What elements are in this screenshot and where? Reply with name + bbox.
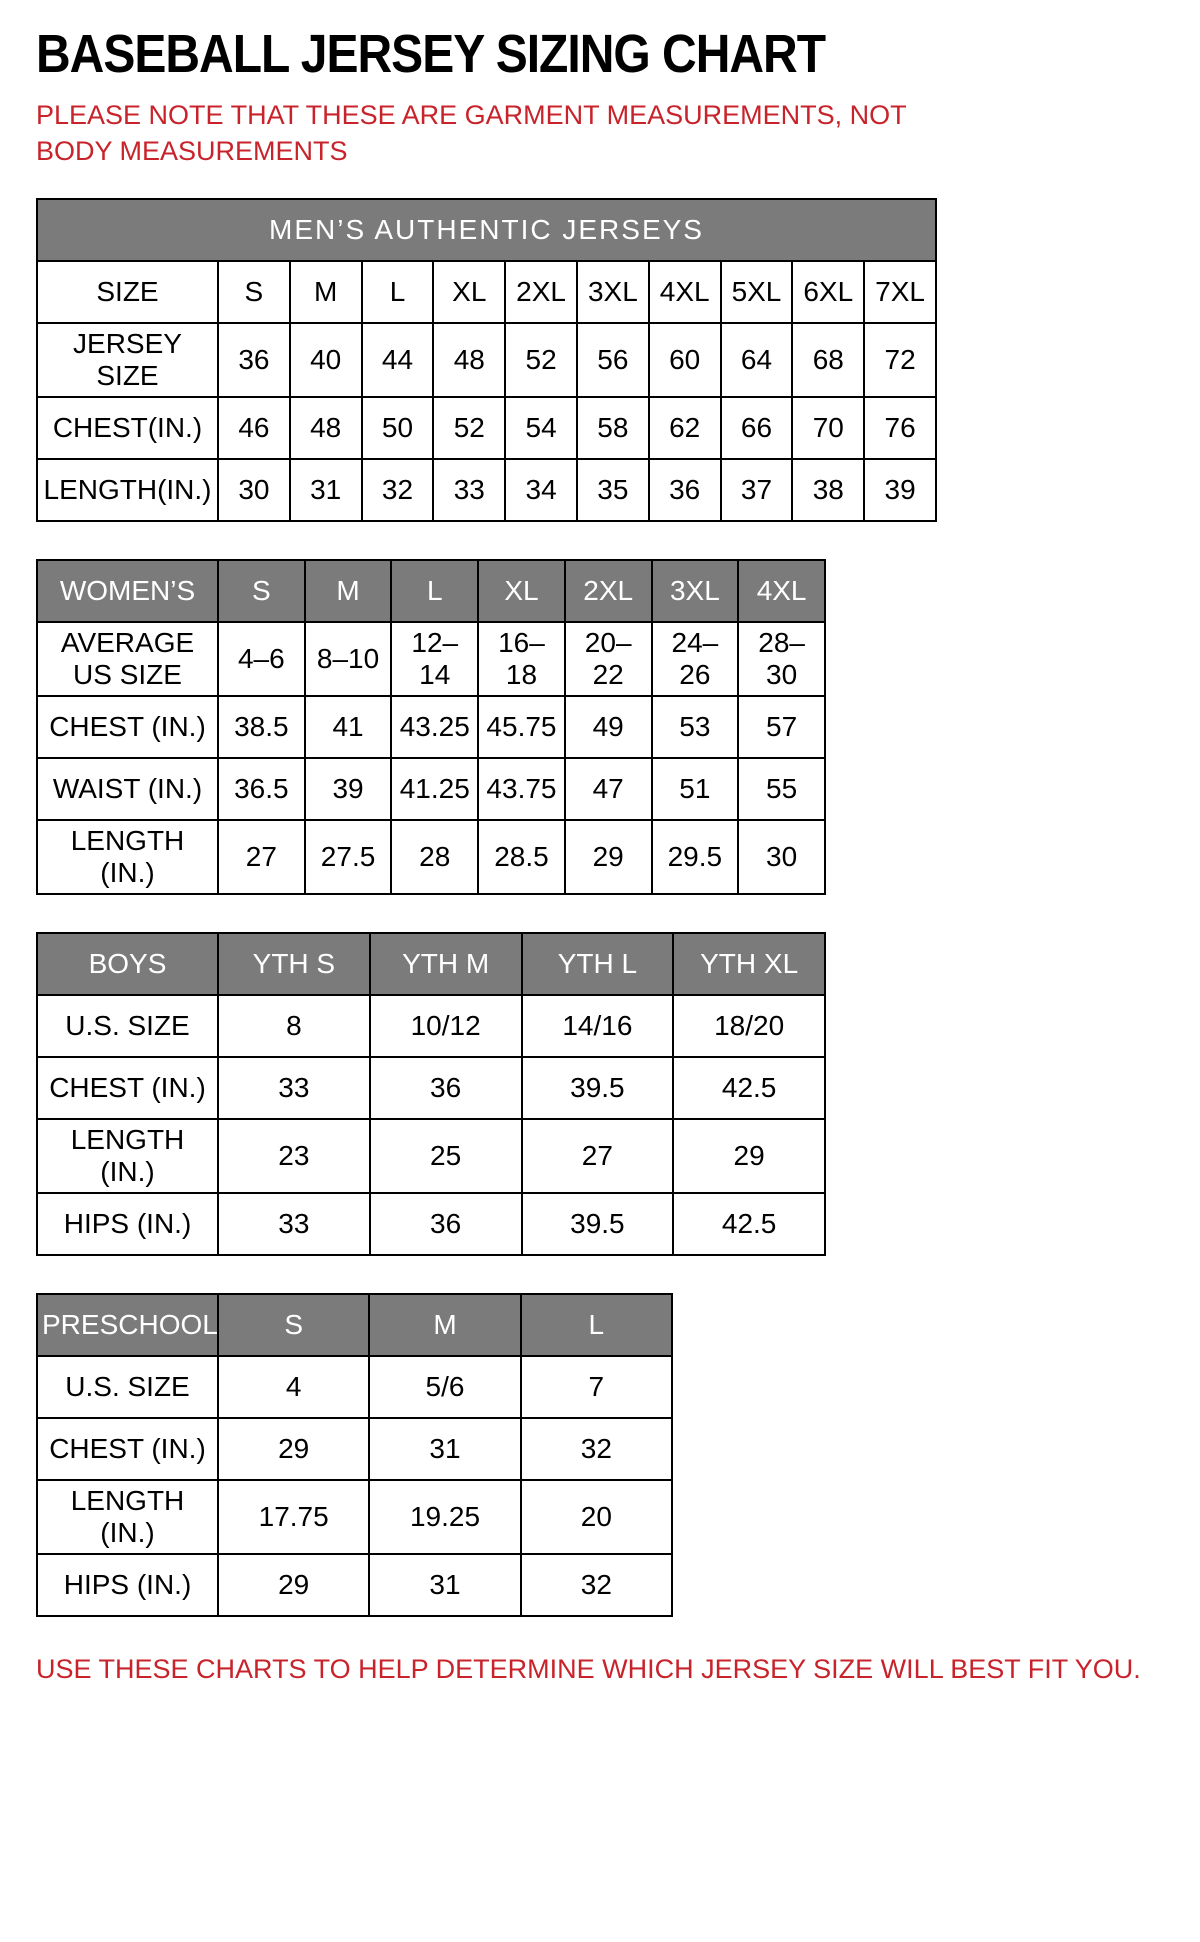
value-cell: 76	[864, 397, 936, 459]
row-label: WAIST (IN.)	[37, 758, 218, 820]
womens-data-row	[37, 622, 825, 696]
preschool-data-row	[37, 1480, 672, 1554]
mens-column-header: 2XL	[505, 261, 577, 323]
value-cell: 36	[370, 1193, 522, 1255]
value-cell: 24–26	[652, 622, 739, 696]
value-cell: 54	[505, 397, 577, 459]
row-label: CHEST (IN.)	[37, 1418, 218, 1480]
value-cell: 20–22	[565, 622, 652, 696]
preschool-header-row	[37, 1294, 672, 1356]
row-label: CHEST (IN.)	[37, 696, 218, 758]
mens-table-banner: MEN’S AUTHENTIC JERSEYS	[37, 199, 936, 261]
value-cell: 36	[370, 1057, 522, 1119]
value-cell: 46	[218, 397, 290, 459]
mens-column-header: 7XL	[864, 261, 936, 323]
value-cell: 32	[521, 1418, 672, 1480]
womens-column-header: 2XL	[565, 560, 652, 622]
boys-jerseys-table-section	[36, 932, 1170, 1256]
row-label: LENGTH (IN.)	[37, 1119, 218, 1193]
value-cell: 28.5	[478, 820, 565, 894]
value-cell: 57	[738, 696, 825, 758]
preschool-sizing-table	[36, 1293, 673, 1617]
value-cell: 33	[433, 459, 505, 521]
value-cell: 29	[218, 1554, 369, 1616]
value-cell: 42.5	[673, 1193, 825, 1255]
value-cell: 14/16	[522, 995, 674, 1057]
value-cell: 10/12	[370, 995, 522, 1057]
preschool-data-row	[37, 1418, 672, 1480]
value-cell: 41	[305, 696, 392, 758]
value-cell: 27	[522, 1119, 674, 1193]
value-cell: 64	[721, 323, 793, 397]
value-cell: 52	[505, 323, 577, 397]
value-cell: 8	[218, 995, 370, 1057]
preschool-header-label: PRESCHOOL	[37, 1294, 218, 1356]
value-cell: 27.5	[305, 820, 392, 894]
value-cell: 53	[652, 696, 739, 758]
value-cell: 43.25	[391, 696, 478, 758]
value-cell: 39	[305, 758, 392, 820]
mens-data-row	[37, 459, 936, 521]
preschool-data-row	[37, 1356, 672, 1418]
mens-header-row	[37, 261, 936, 323]
value-cell: 25	[370, 1119, 522, 1193]
value-cell: 39	[864, 459, 936, 521]
womens-column-header: S	[218, 560, 305, 622]
value-cell: 51	[652, 758, 739, 820]
value-cell: 70	[792, 397, 864, 459]
womens-data-row	[37, 820, 825, 894]
mens-data-row	[37, 323, 936, 397]
value-cell: 44	[362, 323, 434, 397]
value-cell: 39.5	[522, 1193, 674, 1255]
mens-jerseys-table-section	[36, 198, 1170, 522]
mens-sizing-table	[36, 198, 937, 522]
value-cell: 31	[290, 459, 362, 521]
value-cell: 7	[521, 1356, 672, 1418]
womens-column-header: 3XL	[652, 560, 739, 622]
value-cell: 39.5	[522, 1057, 674, 1119]
boys-column-header: YTH L	[522, 933, 674, 995]
mens-column-header: 6XL	[792, 261, 864, 323]
value-cell: 36.5	[218, 758, 305, 820]
value-cell: 16–18	[478, 622, 565, 696]
value-cell: 55	[738, 758, 825, 820]
row-label: CHEST(IN.)	[37, 397, 218, 459]
mens-column-header: S	[218, 261, 290, 323]
mens-column-header: 3XL	[577, 261, 649, 323]
womens-header-label: WOMEN’S	[37, 560, 218, 622]
value-cell: 28	[391, 820, 478, 894]
preschool-data-row	[37, 1554, 672, 1616]
value-cell: 43.75	[478, 758, 565, 820]
value-cell: 62	[649, 397, 721, 459]
preschool-jerseys-table-section	[36, 1293, 1170, 1617]
boys-column-header: YTH S	[218, 933, 370, 995]
value-cell: 41.25	[391, 758, 478, 820]
footer-text: USE THESE CHARTS TO HELP DETERMINE WHICH JERSEY SIZE WILL BEST FIT YOU.	[36, 1653, 1141, 1684]
value-cell: 56	[577, 323, 649, 397]
boys-data-row	[37, 995, 825, 1057]
value-cell: 33	[218, 1193, 370, 1255]
row-label: JERSEY SIZE	[37, 323, 218, 397]
value-cell: 28–30	[738, 622, 825, 696]
preschool-column-header: S	[218, 1294, 369, 1356]
value-cell: 23	[218, 1119, 370, 1193]
mens-column-header: 5XL	[721, 261, 793, 323]
row-label: U.S. SIZE	[37, 1356, 218, 1418]
mens-header-label: SIZE	[37, 261, 218, 323]
page-title: BASEBALL JERSEY SIZING CHART	[36, 25, 826, 85]
womens-column-header: 4XL	[738, 560, 825, 622]
mens-data-row	[37, 397, 936, 459]
value-cell: 37	[721, 459, 793, 521]
value-cell: 30	[218, 459, 290, 521]
value-cell: 18/20	[673, 995, 825, 1057]
value-cell: 27	[218, 820, 305, 894]
womens-data-row	[37, 758, 825, 820]
value-cell: 50	[362, 397, 434, 459]
value-cell: 32	[521, 1554, 672, 1616]
value-cell: 49	[565, 696, 652, 758]
value-cell: 12–14	[391, 622, 478, 696]
value-cell: 48	[433, 323, 505, 397]
row-label: U.S. SIZE	[37, 995, 218, 1057]
value-cell: 48	[290, 397, 362, 459]
value-cell: 36	[218, 323, 290, 397]
value-cell: 40	[290, 323, 362, 397]
womens-column-header: XL	[478, 560, 565, 622]
womens-sizing-table	[36, 559, 826, 895]
value-cell: 5/6	[369, 1356, 520, 1418]
value-cell: 33	[218, 1057, 370, 1119]
preschool-column-header: M	[369, 1294, 520, 1356]
row-label: AVERAGE US SIZE	[37, 622, 218, 696]
value-cell: 4	[218, 1356, 369, 1418]
sizing-chart-page	[36, 24, 1170, 1685]
preschool-column-header: L	[521, 1294, 672, 1356]
mens-column-header: L	[362, 261, 434, 323]
womens-column-header: M	[305, 560, 392, 622]
womens-data-row	[37, 696, 825, 758]
boys-data-row	[37, 1057, 825, 1119]
row-label: CHEST (IN.)	[37, 1057, 218, 1119]
value-cell: 32	[362, 459, 434, 521]
value-cell: 66	[721, 397, 793, 459]
value-cell: 4–6	[218, 622, 305, 696]
value-cell: 20	[521, 1480, 672, 1554]
mens-column-header: M	[290, 261, 362, 323]
value-cell: 42.5	[673, 1057, 825, 1119]
value-cell: 38.5	[218, 696, 305, 758]
boys-data-row	[37, 1193, 825, 1255]
value-cell: 31	[369, 1554, 520, 1616]
row-label: HIPS (IN.)	[37, 1554, 218, 1616]
row-label: LENGTH (IN.)	[37, 820, 218, 894]
boys-header-label: BOYS	[37, 933, 218, 995]
mens-column-header: 4XL	[649, 261, 721, 323]
value-cell: 29	[565, 820, 652, 894]
value-cell: 47	[565, 758, 652, 820]
row-label: LENGTH(IN.)	[37, 459, 218, 521]
womens-jerseys-table-section	[36, 559, 1170, 895]
womens-column-header: L	[391, 560, 478, 622]
boys-column-header: YTH M	[370, 933, 522, 995]
value-cell: 8–10	[305, 622, 392, 696]
value-cell: 29	[673, 1119, 825, 1193]
row-label: HIPS (IN.)	[37, 1193, 218, 1255]
value-cell: 29.5	[652, 820, 739, 894]
garment-measurements-note: PLEASE NOTE THAT THESE ARE GARMENT MEASUREMENTS, NOT BODY MEASUREMENTS	[36, 100, 907, 167]
value-cell: 72	[864, 323, 936, 397]
boys-header-row	[37, 933, 825, 995]
value-cell: 58	[577, 397, 649, 459]
value-cell: 68	[792, 323, 864, 397]
boys-data-row	[37, 1119, 825, 1193]
boys-column-header: YTH XL	[673, 933, 825, 995]
value-cell: 29	[218, 1418, 369, 1480]
value-cell: 17.75	[218, 1480, 369, 1554]
value-cell: 60	[649, 323, 721, 397]
womens-header-row	[37, 560, 825, 622]
mens-column-header: XL	[433, 261, 505, 323]
boys-sizing-table	[36, 932, 826, 1256]
value-cell: 35	[577, 459, 649, 521]
value-cell: 52	[433, 397, 505, 459]
value-cell: 30	[738, 820, 825, 894]
value-cell: 31	[369, 1418, 520, 1480]
value-cell: 34	[505, 459, 577, 521]
value-cell: 45.75	[478, 696, 565, 758]
value-cell: 19.25	[369, 1480, 520, 1554]
value-cell: 36	[649, 459, 721, 521]
row-label: LENGTH (IN.)	[37, 1480, 218, 1554]
value-cell: 38	[792, 459, 864, 521]
